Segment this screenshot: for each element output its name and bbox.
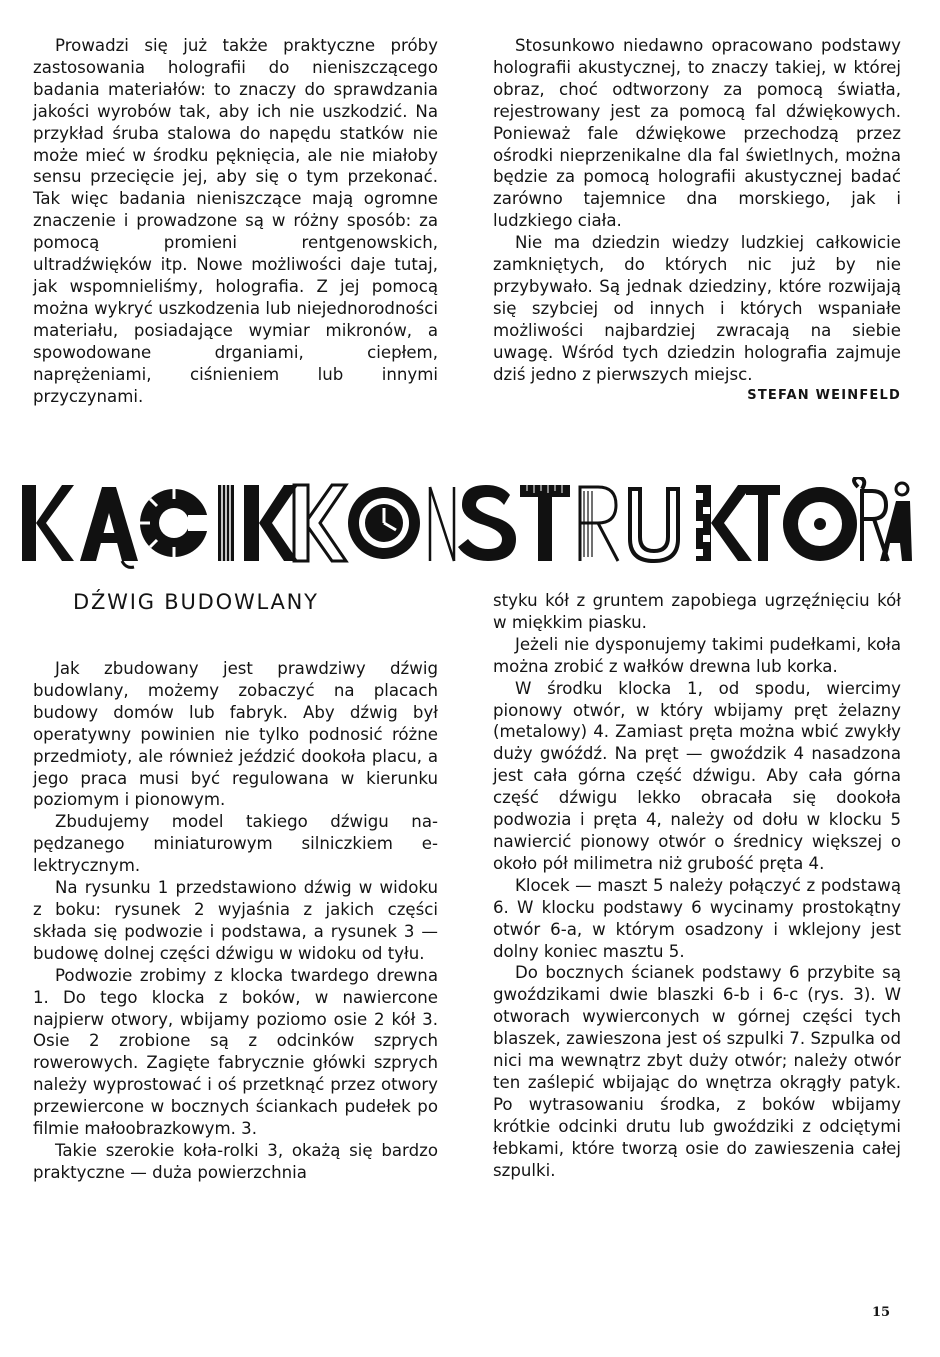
section-banner-logo — [22, 477, 912, 569]
article-left-column — [33, 658, 438, 1184]
article-paragraph: Takie szerokie koła-rolki 3, okażą się bardzo praktyczne — duża powierzchnia — [33, 1140, 438, 1182]
article-paragraph: Jak zbudowany jest prawdziwy dźwig budowlany, możemy zobaczyć na placach budowy domów lub fabryk. Aby dźwig był operatywny powinien nie tylko podnosić różne przedmioty, ale również jeździć dookoła placu, a jego praca musi być regulowana w kierunku poziomym i pionowym. — [33, 659, 438, 810]
article-paragraph: Do bocznych ścianek podstawy 6 przybite są gwoździkami dwie blaszki 6-b i 6-c (rys. 3). W otworach wywierconych w górnej części tych blaszek, zawieszona jest oś szpulki 7. Szpulka od nici ma wewnątrz zbyt duży otwór; należy otwór ten zaślepić wbijając do wnętrza okrągły patyk. Po wytrasowaniu środka, z boków wbijamy krótkie odcinki drutu lub gwoździki z odciętymi łebkami, które tworzą osie do zawieszenia całej szpulki. — [493, 963, 901, 1180]
top-article-paragraph: Stosunkowo niedawno opracowano podstawy holografii akustycznej, to znaczy takiej, w której obraz, choć odtworzony za pomocą światła, rejestrowany jest za pomocą fal dźwiękowych. Ponieważ fale dźwiękowe przechodzą przez ośrodki nieprzenikalne dla fal świetlnych, można będzie za pomocą holografii akustycznej badać zarówno tajemnice dna morskiego, jak i ludzkiego ciała. — [493, 36, 901, 231]
article-paragraph: Podwozie zrobimy z klocka twardego drewna 1. Do tego klocka z boków, w nawiercone najpierw otwory, wbijamy poziomo osie 2 kół 3. Osie 2 zrobione są z odcinków szprych rowerowych. Zagięte fabrycznie główki szprych należy wyprostować i oś przetknąć przez otwory przewiercone w bocznych ściankach pudełek po filmie małoobrazkowym. 3. — [33, 965, 438, 1139]
top-article-paragraph: Nie ma dziedzin wiedzy ludzkiej całkowicie zamkniętych, do których nic już by nie przybywało. Są jednak dziedziny, które rozwijają się szybciej od innych i których wspaniałe możliwości najbardziej zwracają na siebie uwagę. Wśród tych dziedzin holografia zajmuje dziś jedno z pierwszych miejsc. — [493, 233, 901, 384]
article-paragraph: Zbudujemy model takiego dźwigu napędzanego miniaturowym silniczkiem elektrycznym. — [33, 812, 438, 876]
top-article-right-column — [493, 35, 901, 406]
author-signature: STEFAN WEINFELD — [747, 387, 901, 403]
article-paragraph: Jeżeli nie dysponujemy takimi pudełkami, koła można zrobić z wałków drewna lub korka. — [493, 634, 901, 676]
article-right-column — [493, 590, 901, 1181]
article-title: DŹWIG BUDOWLANY — [73, 590, 319, 614]
article-paragraph: W środku klocka 1, od spodu, wiercimy pionowy otwór, w który wbijamy pręt żelazny (metalowy) 4. Zamiast pręta można wbić zwykły duży gwóźdź. Na pręt — gwoździk 4 nasadzona jest cała górna część dźwigu. Aby cała górna część dźwigu lekko obracała się dookoła podwozia i pręta 4, należy od dołu w klocku 5 nawiercić pionowy otwór o średnicy większej o około pół milimetra niż grubość pręta 4. — [493, 678, 901, 873]
top-article-left-column — [33, 35, 438, 407]
page-number: 15 — [872, 1305, 891, 1320]
article-paragraph: Klocek — maszt 5 należy połączyć z podstawą 6. W klocku podstawy 6 wycinamy prostokątny otwór 6-a, w którym osadzony i wklejony jest dolny koniec masztu 5. — [493, 875, 901, 961]
article-paragraph-continued: styku kół z gruntem zapobiega ugrzęźnięciu kół w miękkim piasku. — [493, 591, 901, 632]
top-article-paragraph: Prowadzi się już także praktyczne próby zastosowania holografii do nieniszczącego badania materiałów: to znaczy do sprawdzania jakości wyrobów tak, aby ich nie uszkodzić. Na przykład śruba stalowa do napędu statków nie może mieć w środku pęknięcia, ale nie miałoby sensu przecięcie jej, aby się o tym przekonać. Tak więc badania nieniszczące mają ogromne znaczenie i prowadzone są w różny sposób: za pomocą promieni rentgenowskich, ultradźwięków itp. Nowe możliwości daje tutaj, jak wspomnieliśmy, holografia. Z jej pomocą można wykryć uszkodzenia lub niejednorodności materiału, posiadające wymiar mikronów, a spowodowane drganiami, ciepłem, naprężeniami, ciśnieniem lub innymi przyczynami. — [33, 36, 438, 406]
article-paragraph: Na rysunku 1 przedstawiono dźwig w widoku z boku: rysunek 2 wyjaśnia z jakich części składa się podwozie i podstawa, a rysunek 3 — budowę dolnej części dźwigu w widoku od tyłu. — [33, 878, 438, 963]
